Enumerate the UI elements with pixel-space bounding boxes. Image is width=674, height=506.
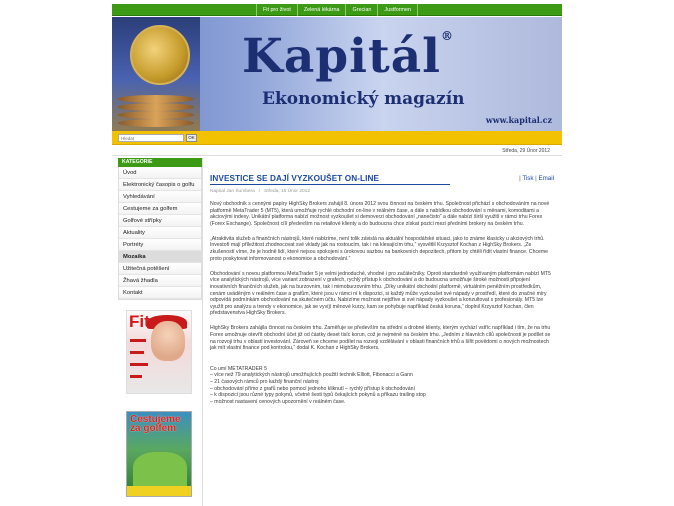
coin-icon <box>130 25 190 85</box>
golf-course-image <box>133 452 187 490</box>
fit-logo: Fit <box>129 312 150 331</box>
site-url: www.kapital.cz <box>485 115 552 125</box>
list-item: – více než 79 analytických nástrojů umožňujících použití technik Elliott, Fibonacci a Gann <box>210 372 413 379</box>
list-item: – obchodování přímo z grafů nebo pomocí jednoho kliknutí – rychlý přístup k obchodování <box>210 385 415 392</box>
list-item: – 21 časových rámců pro každý finanční nástroj <box>210 378 319 385</box>
menu-item-uvod[interactable]: Úvod <box>119 167 201 179</box>
cestujeme-magazine-cover[interactable] <box>126 411 192 497</box>
menu-item-elektronicky-casopis[interactable]: Elektronický časopis o golfu <box>119 179 201 191</box>
article-author: Napsal Jan Šumbera <box>210 189 255 194</box>
fit-magazine-cover[interactable] <box>126 310 192 394</box>
menu-item-cestujeme-za-golfem[interactable]: Cestujeme za golfem <box>119 203 201 215</box>
site-subtitle: Ekonomický magazín <box>262 89 465 109</box>
menu-item-mozaika[interactable]: Mozaika <box>119 251 201 263</box>
topnav-link-zelena-lekarna[interactable]: Zelená lékárna <box>297 4 346 16</box>
article-body <box>210 201 556 405</box>
main-content <box>202 158 562 506</box>
list-item: – možnost nastavení cenových upozornění v reálném čase. <box>210 398 346 405</box>
email-link[interactable]: Email <box>538 175 554 182</box>
menu-item-aktuality[interactable]: Aktuality <box>119 227 201 239</box>
article-header <box>210 174 556 184</box>
category-heading: KATEGORIE <box>118 158 202 167</box>
cestujeme-cover-title: Cestujeme za golfem <box>130 414 181 434</box>
topnav-link-justformen[interactable]: Justformen <box>377 4 418 16</box>
search-bar <box>112 131 562 145</box>
current-date: Středa, 29 Únor 2012 <box>502 148 550 154</box>
site-logo[interactable] <box>242 29 454 84</box>
menu-item-kontakt[interactable]: Kontakt <box>119 287 201 299</box>
top-navigation <box>112 4 562 16</box>
coins-image <box>112 17 200 131</box>
menu-item-uzitecna-potaseni[interactable]: Užitečná potěšení <box>119 263 201 275</box>
header-banner <box>112 17 562 131</box>
menu-item-vyhledavani[interactable]: Vyhledávání <box>119 191 201 203</box>
search-input[interactable] <box>118 134 184 142</box>
topnav-link-grecian[interactable]: Grecian <box>345 4 377 16</box>
list-title: Co umí METATRADER 5 <box>210 365 267 372</box>
cover-model-image <box>151 321 185 361</box>
article-paragraph: Obchodování s novou platformou MetaTrader 5 je velmi jednoduché, vhodné i pro začátečníky. Oproti standardně využívaným platformám nabízí MT5 více analytických nástrojů, více variant zobrazení v grafech, rychlý přístup k obchodování a do budoucna umožňuje široké možnosti připojení inovativních finančních služeb, jak na burzovním, tak i mimoburzovním trhu. „Díky unikátní obchodní platformě, virtuálním peněžním prostředkům, cenám uváděným v reálném čase a grafům, které jsou v rámci ní k dispozici, si každý může vyzkoušet své nápady v prostředí, které do značné míry odpovídá podmínkám obchodování na skutečném účtu. Nabízíme možnost nejdříve si své nápady vyzkoušet a konzultovat s profesionály. MT5 lze využít pro analýzu a trendy v ekonomice, jak se vyvíjí měnové kurzy, kam se pohybuje například česká koruna,“ doplnil Krzysztof Kochan, člen představenstva HighSky Brokers. <box>210 270 551 317</box>
article-paragraph: „Atraktivita služeb a finančních nástrojů, které nabízíme, není tolik závislá na aktuální hospodářské situaci, jako to známe klasicky u akciových trhů. Investoři mají příležitost zhodnocovat své vklady jak na rostoucím, tak i na klesajícím trhu,“ vysvětlil Krzysztof Kochan z HighSky Brokers. „Ze zkušeností víme, že je hodně lidí, které nejsou spokojeni s úrokovou sazbou na bankovních depozitech, přitom by chtěli řídit vlastní finance. Chceme proto poskytovat informovanost o ekonomice a obchodování.“ <box>210 235 549 262</box>
registered-mark: ® <box>441 29 455 43</box>
print-link[interactable]: Tisk <box>522 175 534 182</box>
list-item: – k dispozici jsou různé typy pokynů, včetně šesti typů čekajících pokynů a příkazu trailing stop <box>210 392 426 399</box>
search-button[interactable]: OK <box>186 134 197 142</box>
sidebar <box>118 158 202 300</box>
article-meta: Napsal Jan Šumbera / Středa, 15 Únor 2012 <box>210 189 311 194</box>
site-logo-text: Kapitál <box>242 29 442 84</box>
menu-item-portrety[interactable]: Portréty <box>119 239 201 251</box>
menu-item-zhava-zhadla[interactable]: Žhavá žhadla <box>119 275 201 287</box>
menu-item-golfove-stripky[interactable]: Golfové střípky <box>119 215 201 227</box>
topnav-link-fit[interactable]: Fit pro život <box>256 4 297 16</box>
date-bar <box>112 146 562 156</box>
article-date: Středa, 15 Únor 2012 <box>264 189 311 194</box>
article-title[interactable]: INVESTICE SE DAJÍ VYZKOUŠET ON-LINE <box>210 174 380 183</box>
article-tools: | Tisk | Email <box>519 175 554 182</box>
category-menu <box>118 167 202 300</box>
article-paragraph: Nový obchodník s cennými papíry HighSky Brokers zahájil 8. února 2012 svou činnost na českém trhu. Společnost přichází s obchodováním na nové platformě MetaTrader 5 (MT5), která umožňuje rychlé obchodní on-line v reálném čase, a dále s nabídkou obchodování s měnami, komoditami a akciovými indexy. Unikátní platforma nabízí možnost vyzkoušet si demoverzi obchodování „nanečisto“ a dále nabízí širší využití v rámci trhu Forex (Forex Exchange). Společnost cílí především na retailové klienty a do budoucna chce získat pozici mezi předními brokery na českém trhu. <box>210 201 550 227</box>
article-paragraph: HighSky Brokers zahájila činnost na českém trhu. Zaměřuje se především na střední a drobné klienty, kterým vychází vstříc například i tím, že na trhu Forex umožnuje otevřít obchodní účet již od částky deset tisíc korun, což je nejméně na českém trhu. „Jedním z hlavních cílů společnosti je podílet se na rozvoji trhu v oblasti investování. Zároveň se chceme podílet na rozvoji vzdělávání v oblasti finančních trhů a šířit povědomí o nových možnostech jak mít vlastní finance pod kontrolou,“ dodal K. Kochan z HighSky Brokers. <box>210 325 551 352</box>
